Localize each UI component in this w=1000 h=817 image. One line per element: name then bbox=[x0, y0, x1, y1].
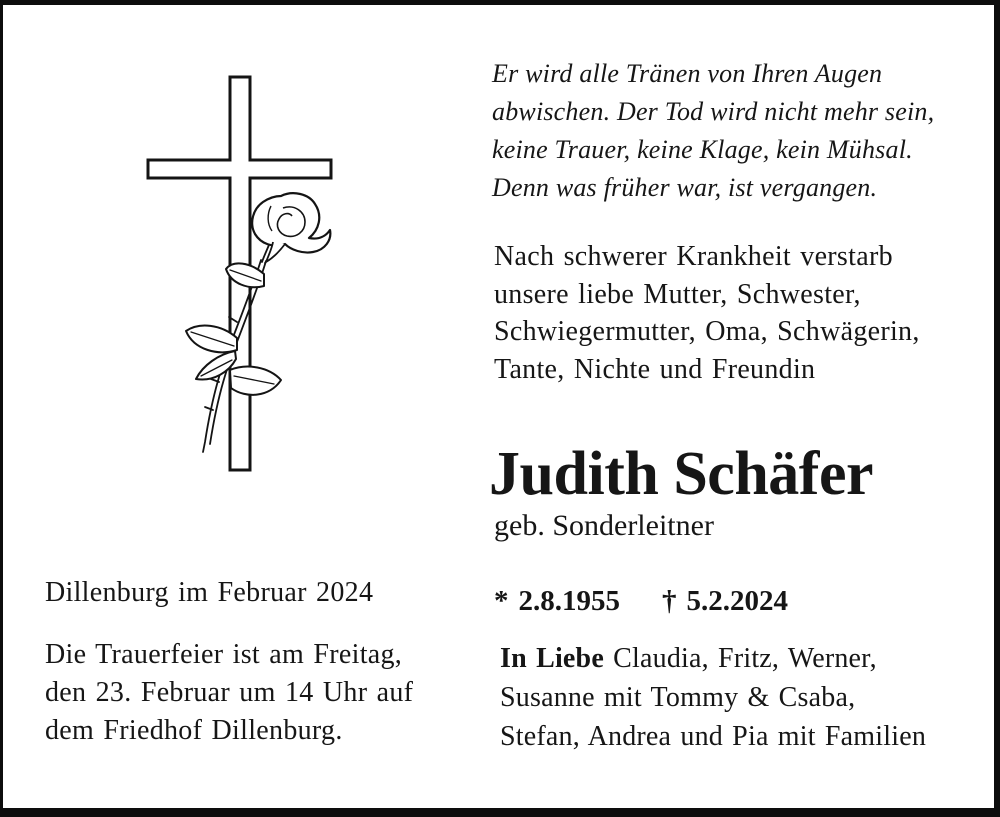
birth-date bbox=[494, 585, 620, 617]
death-date-value: 5.2.2024 bbox=[686, 585, 788, 617]
intro-paragraph bbox=[494, 238, 920, 388]
quote-line: keine Trauer, keine Klage, kein Mühsal. bbox=[492, 135, 913, 164]
family-line-rest: Claudia, Fritz, Werner, bbox=[603, 643, 877, 674]
funeral-line: Die Trauerfeier ist am Freitag, bbox=[45, 639, 403, 670]
family-line bbox=[500, 639, 926, 678]
intro-line: unsere liebe Mutter, Schwester, bbox=[494, 278, 861, 310]
maiden-name: geb. Sonderleitner bbox=[494, 509, 714, 542]
place-and-date: Dillenburg im Februar 2024 bbox=[45, 577, 374, 608]
in-liebe-lead: In Liebe bbox=[500, 643, 604, 674]
family-line: Susanne mit Tommy & Csaba, bbox=[500, 682, 856, 713]
death-cross-symbol: † bbox=[662, 585, 677, 617]
family-block bbox=[500, 639, 926, 756]
cross-and-rose-illustration bbox=[133, 60, 363, 480]
birth-date-value: 2.8.1955 bbox=[518, 585, 620, 617]
funeral-line: den 23. Februar um 14 Uhr auf bbox=[45, 677, 414, 708]
death-date bbox=[662, 585, 788, 617]
intro-line: Tante, Nichte und Freundin bbox=[494, 353, 816, 385]
birth-star-symbol: * bbox=[494, 585, 509, 617]
deceased-name: Judith Schäfer bbox=[489, 440, 873, 508]
rose-bloom bbox=[252, 193, 330, 262]
quote-line: abwischen. Der Tod wird nicht mehr sein, bbox=[492, 97, 935, 126]
intro-line: Schwiegermutter, Oma, Schwägerin, bbox=[494, 316, 920, 347]
funeral-info bbox=[45, 636, 413, 750]
family-line: Stefan, Andrea und Pia mit Familien bbox=[500, 721, 927, 752]
life-dates bbox=[494, 582, 788, 620]
funeral-line: dem Friedhof Dillenburg. bbox=[45, 715, 343, 746]
quote-line: Denn was früher war, ist vergangen. bbox=[492, 173, 878, 202]
intro-line: Nach schwerer Krankheit verstarb bbox=[494, 241, 893, 272]
quote-line: Er wird alle Tränen von Ihren Augen bbox=[492, 59, 883, 88]
scripture-quote bbox=[492, 55, 934, 207]
